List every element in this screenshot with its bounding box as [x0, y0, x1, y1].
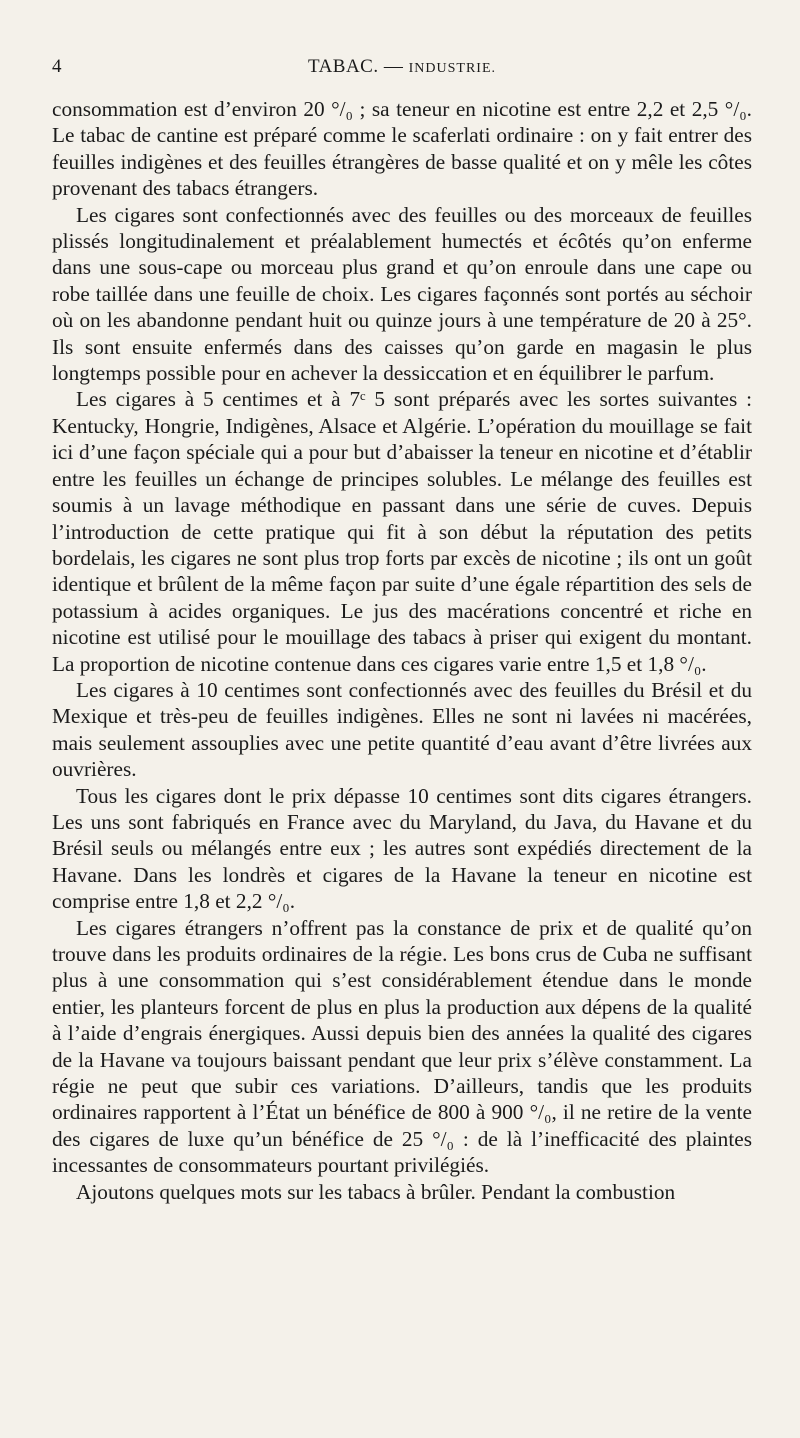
paragraph-6: Les cigares étrangers n’offrent pas la constance de prix et de qualité qu’on trouve dans les produits ordinaires de la régie. Les bons crus de Cuba ne suffisant plus à une consommation qui s’est considérablement étendue dans le monde entier, les planteurs forcent de plus en plus la production aux dépens de la qualité à l’aide d’engrais énergiques. Aussi depuis bien des années la qualité des cigares de la Havane va toujours baissant pendant que leur prix s’élève constamment. La régie ne peut que subir ces variations. D’ailleurs, tandis que les produits ordinaires rapportent à l’État un bénéfice de 800 à 900 °/₀, il ne retire de la vente des cigares de luxe qu’un bénéfice de 25 °/₀ : de là l’inefficacité des plaintes incessantes de consommateurs pourtant privilégiés. [52, 915, 752, 1178]
running-title-dash: — [383, 56, 404, 77]
paragraph-2: Les cigares sont confectionnés avec des feuilles ou des morceaux de feuilles plissés longitudinalement et préalablement humectés et écôtés qu’on enferme dans une sous-cape ou morceau plus grand et qu’on enroule dans une cape ou robe taillée dans une feuille de choix. Les cigares façonnés sont portés au séchoir où on les abandonne pendant huit ou quinze jours à une température de 20 à 25°. Ils sont ensuite enfermés dans des caisses qu’on garde en magasin le plus longtemps possible pour en achever la dessiccation et en équilibrer le parfum. [52, 202, 752, 386]
paragraph-1: consommation est d’environ 20 °/₀ ; sa teneur en nicotine est entre 2,2 et 2,5 °/₀. Le tabac de cantine est préparé comme le scaferlati ordinaire : on y fait entrer des feuilles indigènes et des feuilles étrangères de basse qualité et on y mêle les côtes provenant des tabacs étrangers. [52, 97, 752, 201]
paragraph-5: Tous les cigares dont le prix dépasse 10 centimes sont dits cigares étrangers. Les uns sont fabriqués en France avec du Maryland, du Java, du Havane et du Brésil seuls ou mélangés entre eux ; les autres sont expédiés directement de la Havane. Dans les londrès et cigares de la Havane la teneur en nicotine est comprise entre 1,8 et 2,2 °/₀. [52, 783, 752, 914]
page-number: 4 [52, 56, 62, 77]
paragraph-7: Ajoutons quelques mots sur les tabacs à brûler. Pendant la combustion [76, 1179, 676, 1204]
running-head [52, 56, 752, 86]
running-title-section: INDUSTRIE. [408, 61, 496, 76]
running-title [92, 56, 752, 78]
running-title-main: TABAC. [307, 56, 379, 77]
paragraph-4: Les cigares à 10 centimes sont confectionnés avec des feuilles du Brésil et du Mexique et très-peu de feuilles indigènes. Elles ne sont ni lavées ni macérées, mais seulement assouplies avec une petite quantité d’eau avant d’être livrées aux ouvrières. [52, 677, 752, 782]
body-text [52, 96, 752, 1205]
paragraph-3: Les cigares à 5 centimes et à 7ᶜ 5 sont préparés avec les sortes suivantes : Kentucky, Hongrie, Indigènes, Alsace et Algérie. L’opération du mouillage se fait ici d’une façon spéciale qui a pour but d’abaisser la teneur en nicotine et d’établir entre les feuilles un échange de principes solubles. Le mélange des feuilles est soumis à un lavage méthodique en passant dans une série de cuves. Depuis l’introduction de cette pratique qui fit à son début la réputation des petits bordelais, les cigares ne sont plus trop forts par excès de nicotine ; ils ont un goût identique et brûlent de la même façon par suite d’une égale répartition des sels de potassium à acides organiques. Le jus des macérations concentré et riche en nicotine est utilisé pour le mouillage des tabacs à priser qui exigent du montant. La proportion de nicotine contenue dans ces cigares varie entre 1,5 et 1,8 °/₀. [52, 387, 752, 676]
